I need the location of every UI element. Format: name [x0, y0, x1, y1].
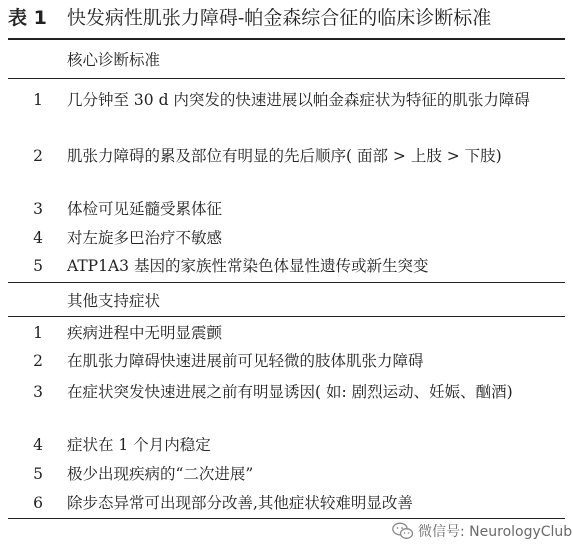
row-number: 4 — [33, 436, 43, 454]
row-text: 对左旋多巴治疗不敏感 — [67, 229, 223, 247]
row-number: 3 — [33, 383, 43, 401]
table-title-text: 快发病性肌张力障碍-帕金森综合征的临床诊断标准 — [66, 7, 492, 29]
section-heading-core: 核心诊断标准 — [67, 51, 161, 69]
row-text: 除步态异常可出现部分改善,其他症状较难明显改善 — [67, 494, 413, 512]
row-text: 肌张力障碍的累及部位有明显的先后顺序( 面部 > 上肢 > 下肢) — [67, 147, 502, 165]
row-number: 2 — [33, 352, 43, 370]
table-title — [8, 5, 568, 31]
row-text: 体检可见延髓受累体征 — [67, 200, 223, 218]
table-number: 表 1 — [8, 7, 47, 29]
row-number: 3 — [33, 200, 43, 218]
watermark-text: 微信号: NeurologyClub — [418, 524, 573, 540]
row-number: 2 — [33, 147, 43, 165]
section-rule-core — [8, 78, 565, 79]
row-text: 在症状突发快速进展之前有明显诱因( 如: 剧烈运动、妊娠、酗酒) — [67, 383, 513, 401]
row-text: ATP1A3 基因的家族性常染色体显性遗传或新生突变 — [67, 257, 429, 275]
top-rule — [8, 38, 565, 40]
section-divider — [8, 282, 565, 283]
row-text: 极少出现疾病的“二次进展” — [67, 465, 254, 483]
row-number: 6 — [33, 494, 43, 512]
row-text: 在肌张力障碍快速进展前可见轻微的肢体肌张力障碍 — [67, 352, 424, 370]
bottom-rule — [8, 518, 565, 519]
section-rule-support — [8, 316, 565, 317]
row-number: 5 — [33, 257, 43, 275]
section-heading-support: 其他支持症状 — [67, 292, 161, 310]
row-text: 疾病进程中无明显震颤 — [67, 324, 223, 342]
row-number: 1 — [33, 91, 43, 109]
row-text: 几分钟至 30 d 内突发的快速进展以帕金森症状为特征的肌张力障碍 — [67, 91, 530, 109]
row-number: 4 — [33, 229, 43, 247]
wechat-icon — [392, 522, 414, 540]
row-number: 5 — [33, 465, 43, 483]
watermark — [392, 521, 572, 541]
row-text: 症状在 1 个月内稳定 — [67, 436, 211, 454]
row-number: 1 — [33, 324, 43, 342]
